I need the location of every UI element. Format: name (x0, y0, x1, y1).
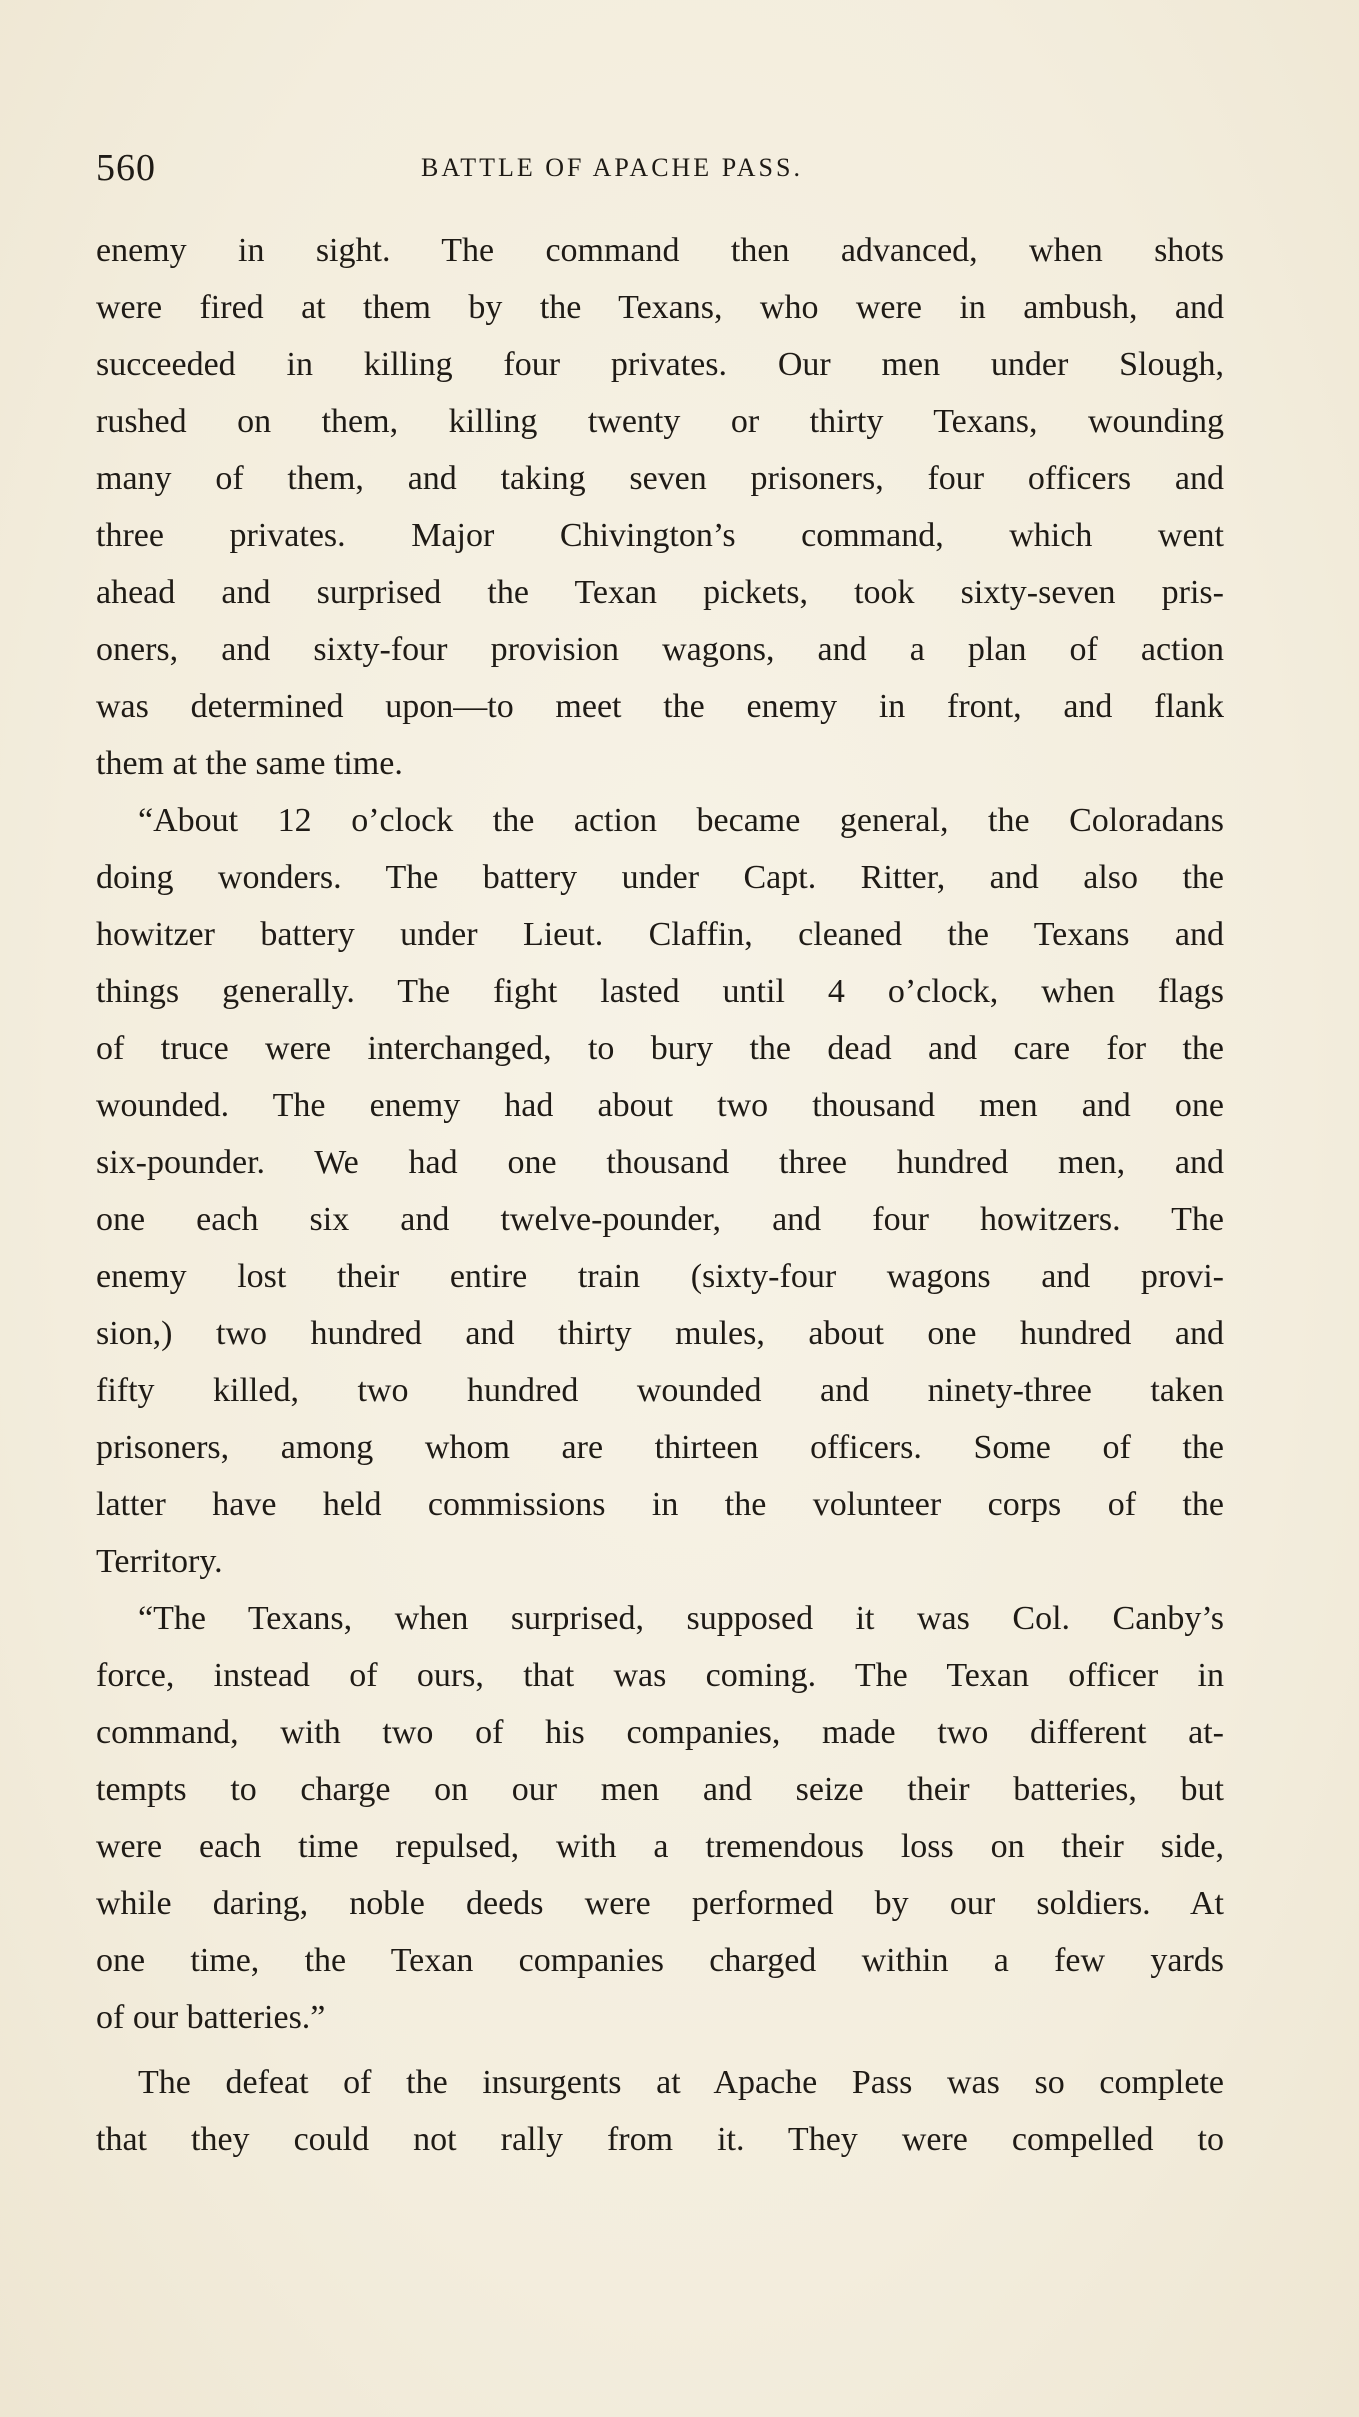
text-line: force, instead of ours, that was coming. The Texan officer in (96, 1657, 1224, 1694)
text-line: that they could not rally from it. They were compelled to (96, 2121, 1224, 2158)
text-line: latter have held commissions in the volunteer corps of the (96, 1486, 1224, 1523)
text-line: fifty killed, two hundred wounded and ninety-three taken (96, 1372, 1224, 1409)
text-line: one time, the Texan companies charged within a few yards (96, 1942, 1224, 1979)
text-line: doing wonders. The battery under Capt. Ritter, and also the (96, 859, 1224, 896)
text-line: “About 12 o’clock the action became general, the Coloradans (138, 802, 1224, 839)
text-line: three privates. Major Chivington’s command, which went (96, 517, 1224, 554)
text-line: of truce were interchanged, to bury the dead and care for the (96, 1030, 1224, 1067)
text-line: prisoners, among whom are thirteen officers. Some of the (96, 1429, 1224, 1466)
text-line: succeeded in killing four privates. Our men under Slough, (96, 346, 1224, 383)
text-line: The defeat of the insurgents at Apache Pass was so complete (138, 2064, 1224, 2101)
text-line: things generally. The fight lasted until 4 o’clock, when flags (96, 973, 1224, 1010)
text-line: “The Texans, when surprised, supposed it was Col. Canby’s (138, 1600, 1224, 1637)
text-line: was determined upon—to meet the enemy in front, and flank (96, 688, 1224, 725)
text-line: ahead and surprised the Texan pickets, took sixty-seven pris- (96, 574, 1224, 611)
text-line: sion,) two hundred and thirty mules, about one hundred and (96, 1315, 1224, 1352)
body-text (96, 222, 1224, 2168)
text-line: wounded. The enemy had about two thousand men and one (96, 1087, 1224, 1124)
text-line: enemy lost their entire train (sixty-four wagons and provi- (96, 1258, 1224, 1295)
page-number: 560 (96, 147, 156, 189)
text-line: oners, and sixty-four provision wagons, and a plan of action (96, 631, 1224, 668)
text-line: six-pounder. We had one thousand three hundred men, and (96, 1144, 1224, 1181)
text-line: were each time repulsed, with a tremendous loss on their side, (96, 1828, 1224, 1865)
text-line: command, with two of his companies, made two different at- (96, 1714, 1224, 1751)
text-line: Territory. (96, 1543, 223, 1580)
text-line: one each six and twelve-pounder, and four howitzers. The (96, 1201, 1224, 1238)
text-line: were fired at them by the Texans, who were in ambush, and (96, 289, 1224, 326)
text-line: of our batteries.” (96, 1999, 326, 2036)
text-line: many of them, and taking seven prisoners, four officers and (96, 460, 1224, 497)
text-line: enemy in sight. The command then advanced, when shots (96, 232, 1224, 269)
paragraph-gap (96, 2046, 1224, 2054)
text-line: tempts to charge on our men and seize their batteries, but (96, 1771, 1224, 1808)
page-header (96, 138, 1226, 198)
text-line: howitzer battery under Lieut. Claffin, cleaned the Texans and (96, 916, 1224, 953)
text-line: rushed on them, killing twenty or thirty Texans, wounding (96, 403, 1224, 440)
running-title: BATTLE OF APACHE PASS. (421, 153, 803, 182)
text-line: while daring, noble deeds were performed by our soldiers. At (96, 1885, 1224, 1922)
text-line: them at the same time. (96, 745, 403, 782)
